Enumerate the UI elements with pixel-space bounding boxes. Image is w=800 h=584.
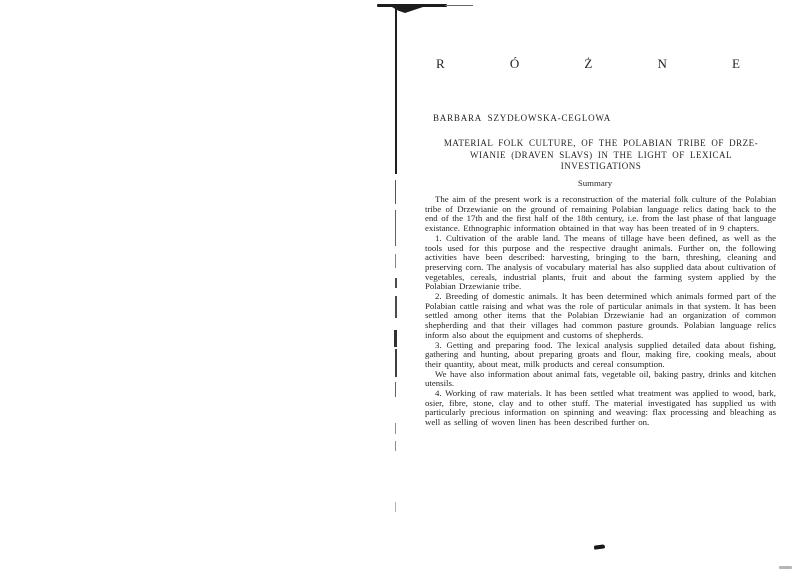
section-header-letter: Ó	[509, 56, 520, 71]
spine-fold-line-segment	[395, 441, 396, 451]
spine-fold-line-segment	[395, 254, 396, 268]
spine-fold-line-segment	[395, 349, 397, 377]
article-title-line: WIANIE (DRAVEN SLAVS) IN THE LIGHT OF LEXICAL	[469, 149, 733, 160]
spine-fold-line-segment	[395, 423, 396, 434]
summary-paragraph: 2. Breeding of domestic animals. It has been determined which animals formed part of the Polabian cattle raising and what was the role of particular animals in that system. It has been settled among other items that the Polabian Drzewianie had an organization of common shepherding and that their villages had common pasture grounds. Polabian language relics inform also about the equipment and customs of shepherds.	[425, 291, 776, 340]
spine-top-ink-tail	[445, 5, 473, 6]
spine-fold-line	[395, 6, 397, 174]
spine-fold-line-segment	[395, 382, 396, 397]
spine-fold-line-segment	[395, 180, 396, 204]
summary-paragraph: The aim of the present work is a reconstruction of the material folk culture of the Polabian tribe of Drzewianie on the ground of remaining Polabian language relics dating back to the end of the 17th and the first half of the 18th century, i.e. from the last phase of that language existance. Ethnographic information obtained in that way has been treated of in 9 chapters.	[425, 194, 776, 234]
ink-smudge-mark	[594, 544, 605, 549]
section-header	[436, 56, 740, 72]
summary-paragraph: 1. Cultivation of the arable land. The means of tillage have been defined, as well as the tools used for this purpose and the respective draught animals. Further on, the following activities have been described: harvesting, bringing to the barn, threshing, cleaning and preserving corn. The analysis of vocabulary material has also supplied data about cultivation of vegetables, cereals, industrial plants, fruit and about the farming system applied by the Polabian Drzewianie tribe.	[425, 232, 776, 292]
section-header-letter: R	[436, 56, 445, 71]
spine-fold-line-segment	[395, 278, 397, 288]
summary-paragraph: 3. Getting and preparing food. The lexical analysis supplied detailed data about fishing, gathering and hunting, about preparing groats and flour, making fire, cooking meals, about their quantity, about meat, milk products and cereal consumption.	[425, 339, 776, 369]
spine-fold-line-segment	[395, 502, 396, 512]
section-header-letter: N	[657, 56, 667, 71]
section-header-letter: E	[732, 56, 740, 71]
summary-paragraph: We have also information about animal fats, vegetable oil, baking pastry, drinks and kitchen utensils.	[425, 368, 776, 389]
author-name: BARBARA SZYDŁOWSKA-CEGLOWA	[433, 113, 612, 123]
corner-scan-mark	[779, 566, 792, 569]
summary-heading: Summary	[577, 178, 613, 188]
spine-top-ink-mark	[377, 4, 447, 7]
article-title	[425, 138, 777, 173]
section-header-letter: Ż	[584, 56, 593, 71]
spine-fold-line-segment	[395, 296, 397, 318]
summary-paragraph: 4. Working of raw materials. It has been settled what treatment was applied to wood, bark, osier, fibre, stone, clay and to other stuff. The material investigated has supplied us with particularly precious information on spinning and weaving: flax processing and bleaching as well as selling of woven linen has been described further on.	[425, 388, 776, 428]
article-title-line: MATERIAL FOLK CULTURE, OF THE POLABIAN TRIBE OF DRZE-	[443, 138, 759, 148]
spine-fold-line-segment	[394, 330, 397, 347]
spine-fold-line-segment	[395, 210, 396, 246]
article-title-line: INVESTIGATIONS	[560, 161, 642, 171]
summary-body	[425, 195, 776, 428]
